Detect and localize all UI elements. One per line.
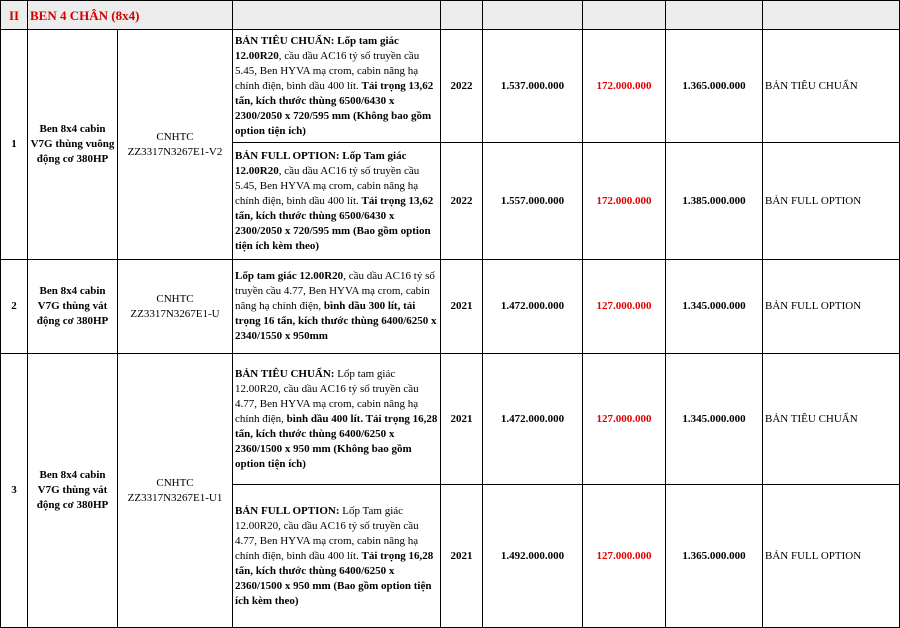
header-empty-cell bbox=[583, 1, 666, 30]
model-code: CNHTC ZZ3317N3267E1-V2 bbox=[118, 30, 233, 260]
discount-amount: 127.000.000 bbox=[583, 260, 666, 354]
section-title: BEN 4 CHÂN (8x4) bbox=[28, 1, 233, 30]
list-price: 1.557.000.000 bbox=[483, 143, 583, 260]
discount-amount: 172.000.000 bbox=[583, 143, 666, 260]
model-year: 2021 bbox=[441, 354, 483, 485]
spec-text-run: , cầu dầu AC16 tỷ số truyền cầu 4.77, Ben HYVA mạ crom, cabin nâng hạ chính điện, bbox=[235, 270, 435, 312]
spec-text-run: Lốp tam giác 12.00R20 bbox=[235, 270, 344, 282]
spec-text-run: Tải trọng 13,62 tấn, kích thước thùng 6500/6430 x 2300/2050 x 720/595 mm (Bao gồm option tiện ích kèm theo) bbox=[235, 194, 434, 252]
spec-text-run: bình dầu 300 lít, tải trọng 16 tấn, kích thước thùng 6400/6250 x 2340/1550 x 950mm bbox=[235, 300, 437, 342]
final-price: 1.385.000.000 bbox=[666, 143, 763, 260]
spec-description bbox=[233, 260, 441, 354]
version-note: BẢN TIÊU CHUẨN bbox=[763, 30, 900, 143]
spec-text-run: BẢN TIÊU CHUẨN: bbox=[235, 367, 338, 380]
header-empty-cell bbox=[666, 1, 763, 30]
row-number: 1 bbox=[1, 30, 28, 260]
discount-amount: 127.000.000 bbox=[583, 354, 666, 485]
section-header-row bbox=[1, 1, 900, 30]
row-number: 2 bbox=[1, 260, 28, 354]
version-note: BẢN FULL OPTION bbox=[763, 485, 900, 628]
spec-text-run: BẢN FULL OPTION: bbox=[235, 504, 343, 517]
spec-text-run: bình dầu 400 lít. Tải trọng 16,28 tấn, kích thước thùng 6400/6250 x 2360/1500 x 950 mm (Không bao gồm option tiện ích) bbox=[235, 412, 438, 470]
spec-description bbox=[233, 485, 441, 628]
model-code: CNHTC ZZ3317N3267E1-U1 bbox=[118, 354, 233, 628]
spec-text-run: , cầu dầu AC16 tỷ số truyền cầu 5.45, Ben HYVA mạ crom, cabin nâng hạ chính điện, bình dầu 400 lít. bbox=[235, 164, 420, 207]
spec-text-run: Lốp Tam giác 12.00R20, cầu dầu AC16 tỷ số truyền cầu 4.77, Ben HYVA mạ crom, cabin nâng hạ chính điện, bình dầu 400 lít. bbox=[235, 504, 419, 562]
table-row bbox=[1, 260, 900, 354]
final-price: 1.365.000.000 bbox=[666, 485, 763, 628]
list-price: 1.537.000.000 bbox=[483, 30, 583, 143]
version-note: BẢN TIÊU CHUẨN bbox=[763, 354, 900, 485]
model-year: 2022 bbox=[441, 143, 483, 260]
header-empty-cell bbox=[233, 1, 441, 30]
list-price: 1.472.000.000 bbox=[483, 260, 583, 354]
final-price: 1.365.000.000 bbox=[666, 30, 763, 143]
spec-description bbox=[233, 354, 441, 485]
spec-text-run: Tải trọng 16,28 tấn, kích thước thùng 6400/6250 x 2360/1500 x 950 mm (Bao gồm option tiện ích kèm theo) bbox=[235, 549, 434, 607]
spec-description bbox=[233, 143, 441, 260]
version-note: BẢN FULL OPTION bbox=[763, 143, 900, 260]
product-name: Ben 8x4 cabin V7G thùng vát động cơ 380HP bbox=[28, 260, 118, 354]
header-empty-cell bbox=[441, 1, 483, 30]
list-price: 1.492.000.000 bbox=[483, 485, 583, 628]
table-row bbox=[1, 354, 900, 485]
model-code: CNHTC ZZ3317N3267E1-U bbox=[118, 260, 233, 354]
version-note: BẢN FULL OPTION bbox=[763, 260, 900, 354]
final-price: 1.345.000.000 bbox=[666, 260, 763, 354]
list-price: 1.472.000.000 bbox=[483, 354, 583, 485]
spec-text-run: BẢN FULL OPTION: Lốp Tam giác 12.00R20 bbox=[235, 149, 407, 177]
final-price: 1.345.000.000 bbox=[666, 354, 763, 485]
spec-description bbox=[233, 30, 441, 143]
model-year: 2022 bbox=[441, 30, 483, 143]
spec-text-run: Lốp tam giác 12.00R20, cầu dầu AC16 tỷ số truyền cầu 4.77, Ben HYVA mạ crom, cabin nâng hạ chính điện, bbox=[235, 367, 419, 425]
discount-amount: 127.000.000 bbox=[583, 485, 666, 628]
header-empty-cell bbox=[763, 1, 900, 30]
spec-text-run: Tải trọng 13,62 tấn, kích thước thùng 6500/6430 x 2300/2050 x 720/595 mm (Không bao gồm option tiện ích) bbox=[235, 79, 434, 137]
header-empty-cell bbox=[483, 1, 583, 30]
model-year: 2021 bbox=[441, 260, 483, 354]
spec-text-run: , cầu dầu AC16 tỷ số truyền cầu 5.45, Ben HYVA mạ crom, cabin nâng hạ chính điện, bình dầu 400 lít. bbox=[235, 49, 420, 92]
product-name: Ben 8x4 cabin V7G thùng vuông động cơ 380HP bbox=[28, 30, 118, 260]
section-roman: II bbox=[1, 1, 28, 30]
discount-amount: 172.000.000 bbox=[583, 30, 666, 143]
model-year: 2021 bbox=[441, 485, 483, 628]
table-row bbox=[1, 30, 900, 143]
row-number: 3 bbox=[1, 354, 28, 628]
spec-text-run: BẢN TIÊU CHUẨN: Lốp tam giác 12.00R20 bbox=[235, 34, 399, 62]
product-name: Ben 8x4 cabin V7G thùng vát động cơ 380HP bbox=[28, 354, 118, 628]
